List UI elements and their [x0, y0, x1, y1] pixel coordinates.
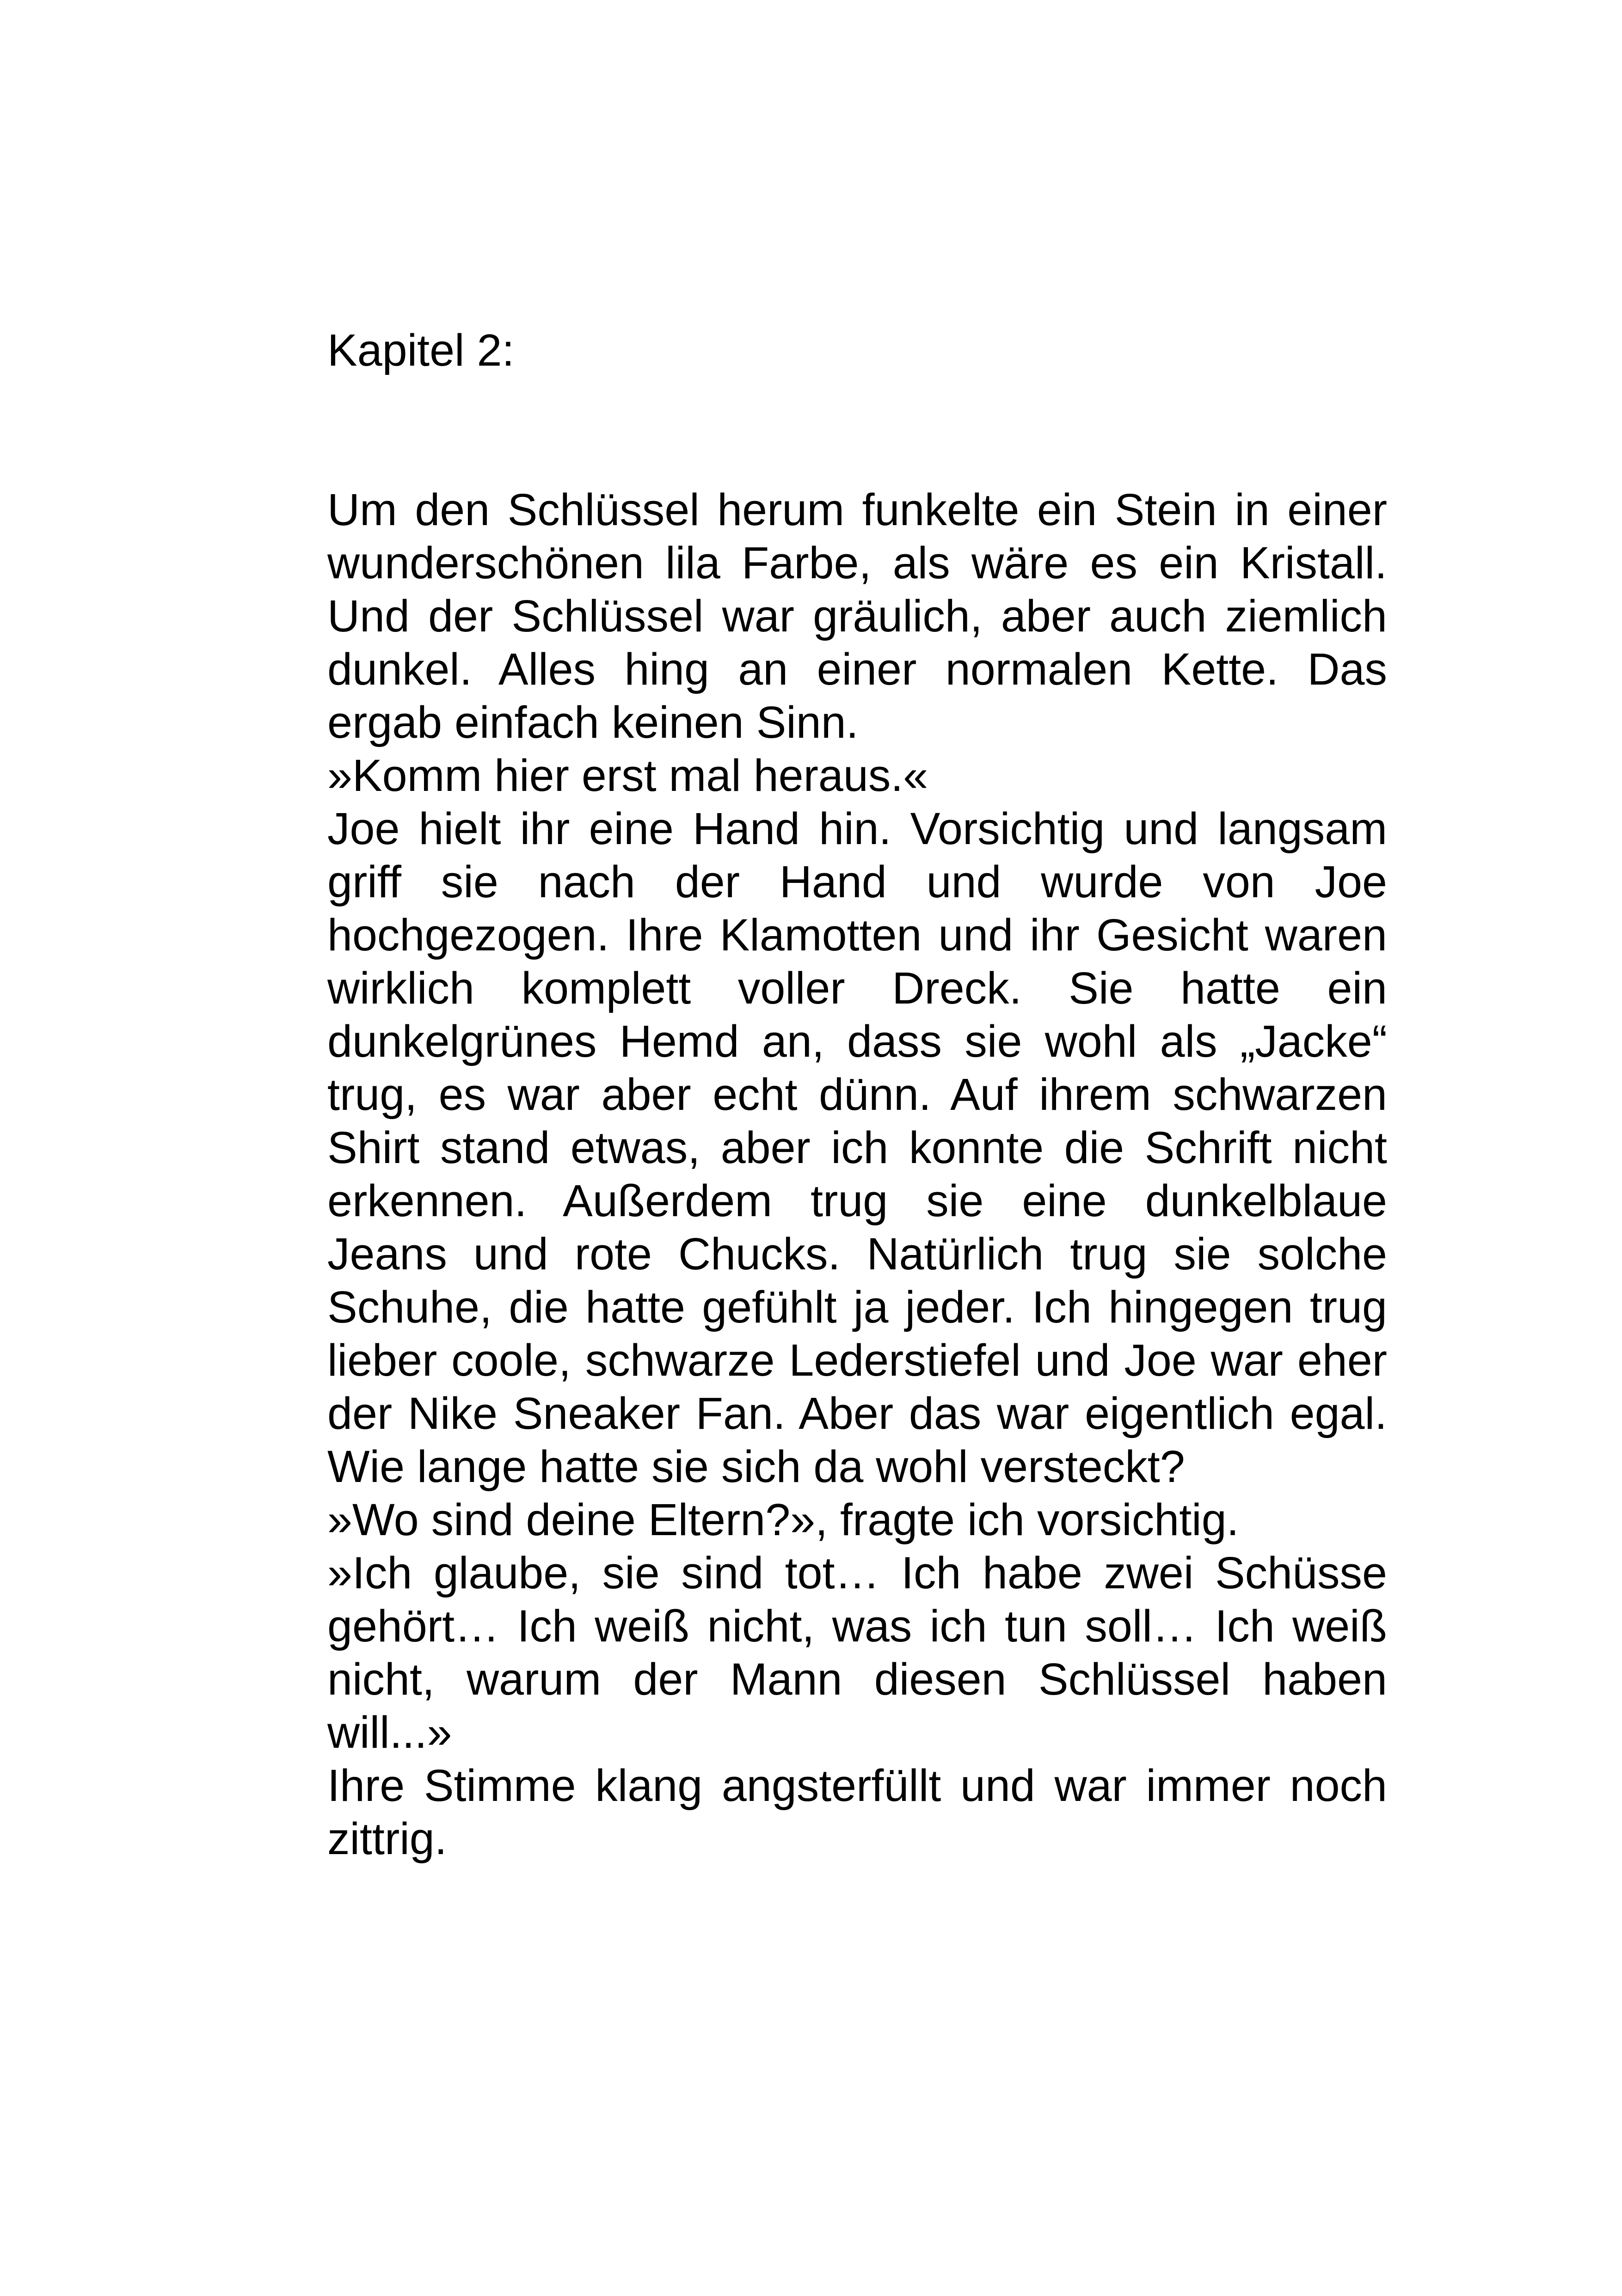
paragraph-3: Joe hielt ihr eine Hand hin. Vorsichtig und langsam griff sie nach der Hand und wurde von Joe hochgezogen. Ihre Klamotten und ihr Gesicht waren wirklich komplett voller Dreck. Sie hatte ein dunkelgrünes Hemd an, dass sie wohl als „Jacke“ trug, es war aber echt dünn. Auf ihrem schwarzen Shirt stand etwas, aber ich konnte die Schrift nicht erkennen. Außerdem trug sie eine dunkelblaue Jeans und rote Chucks. Natürlich trug sie solche Schuhe, die hatte gefühlt ja jeder. Ich hingegen trug lieber coole, schwarze Lederstiefel und Joe war eher der Nike Sneaker Fan. Aber das war eigentlich egal. Wie lange hatte sie sich da wohl versteckt?: [327, 803, 1387, 1492]
paragraph-4: »Wo sind deine Eltern?», fragte ich vorsichtig.: [327, 1494, 1239, 1545]
text-body: [327, 324, 1387, 1865]
paragraph-2: »Komm hier erst mal heraus.«: [327, 750, 928, 801]
paragraph-6: Ihre Stimme klang angsterfüllt und war immer noch zittrig.: [327, 1760, 1387, 1864]
paragraph-5: »Ich glaube, sie sind tot… Ich habe zwei Schüsse gehört… Ich weiß nicht, was ich tun soll… Ich weiß nicht, warum der Mann diesen Schlüssel haben will...»: [327, 1548, 1387, 1757]
paragraph-1: Um den Schlüssel herum funkelte ein Stein in einer wunderschönen lila Farbe, als wäre es ein Kristall. Und der Schlüssel war gräulich, aber auch ziemlich dunkel. Alles hing an einer normalen Kette. Das ergab einfach keinen Sinn.: [327, 484, 1387, 747]
chapter-title: Kapitel 2:: [327, 325, 515, 375]
